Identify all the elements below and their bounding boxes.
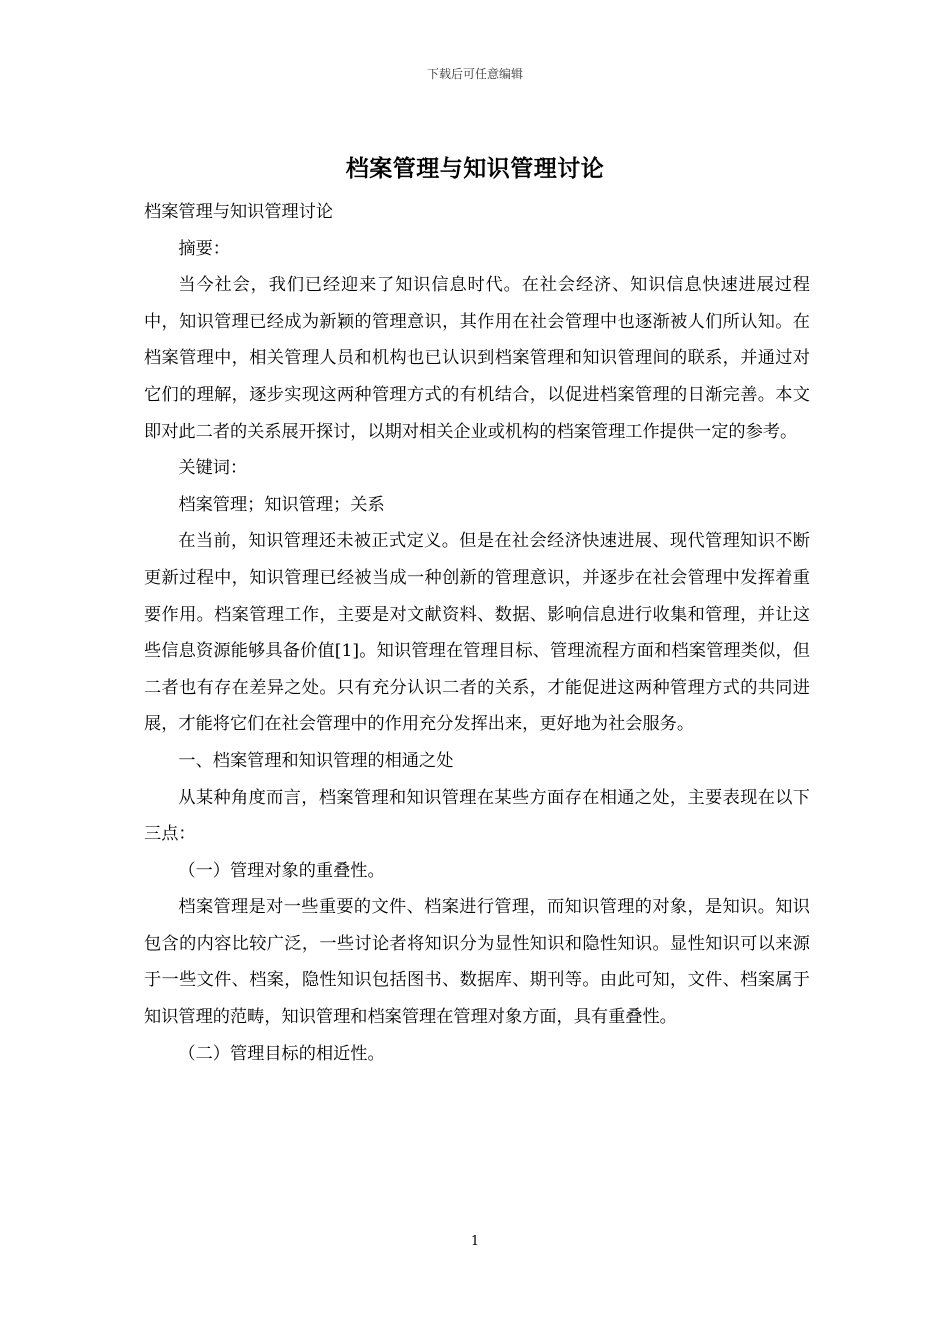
page-number: 1 — [470, 1234, 480, 1249]
document-body — [144, 194, 810, 1072]
subsection-heading-2: （二）管理目标的相近性。 — [178, 1043, 385, 1064]
section-intro-paragraph: 从某种角度而言，档案管理和知识管理在某些方面存在相通之处，主要表现在以下三点： — [144, 787, 810, 845]
intro-paragraph: 在当前，知识管理还未被正式定义。但是在社会经济快速进展、现代管理知识不断更新过程中，知识管理已经被当成一种创新的管理意识，并逐步在社会管理中发挥着重要作用。档案管理工作，主要是对文献资料、数据、影响信息进行收集和管理，并让这些信息资源能够具备价值[1]。知识管理在管理目标、管理流程方面和档案管理类似，但二者也有存在差异之处。只有充分认识二者的关系，才能促进这两种管理方式的共同进展，才能将它们在社会管理中的作用充分发挥出来，更好地为社会服务。 — [144, 531, 810, 735]
subsection-paragraph: 档案管理是对一些重要的文件、档案进行管理，而知识管理的对象，是知识。知识包含的内容比较广泛，一些讨论者将知识分为显性知识和隐性知识。显性知识可以来源于一些文件、档案，隐性知识包括图书、数据库、期刊等。由此可知，文件、档案属于知识管理的范畴，知识管理和档案管理在管理对象方面，具有重叠性。 — [144, 897, 810, 1028]
document-subtitle: 档案管理与知识管理讨论 — [144, 202, 334, 222]
abstract-label: 摘要： — [178, 238, 230, 259]
abstract-paragraph: 当今社会，我们已经迎来了知识信息时代。在社会经济、知识信息快速进展过程中，知识管理已经成为新颖的管理意识，其作用在社会管理中也逐渐被人们所认知。在档案管理中，相关管理人员和机构也已认识到档案管理和知识管理间的联系，并通过对它们的理解，逐步实现这两种管理方式的有机结合，以促进档案管理的日渐完善。本文即对此二者的关系展开探讨，以期对相关企业或机构的档案管理工作提供一定的参考。 — [144, 275, 810, 442]
keywords-label: 关键词： — [178, 458, 248, 479]
document-title: 档案管理与知识管理讨论 — [345, 155, 605, 182]
header-note: 下载后可任意编辑 — [426, 67, 523, 81]
keywords-paragraph: 档案管理；知识管理；关系 — [178, 494, 385, 515]
section-heading: 一、档案管理和知识管理的相通之处 — [178, 750, 454, 771]
subsection-heading: （一）管理对象的重叠性。 — [178, 860, 385, 881]
